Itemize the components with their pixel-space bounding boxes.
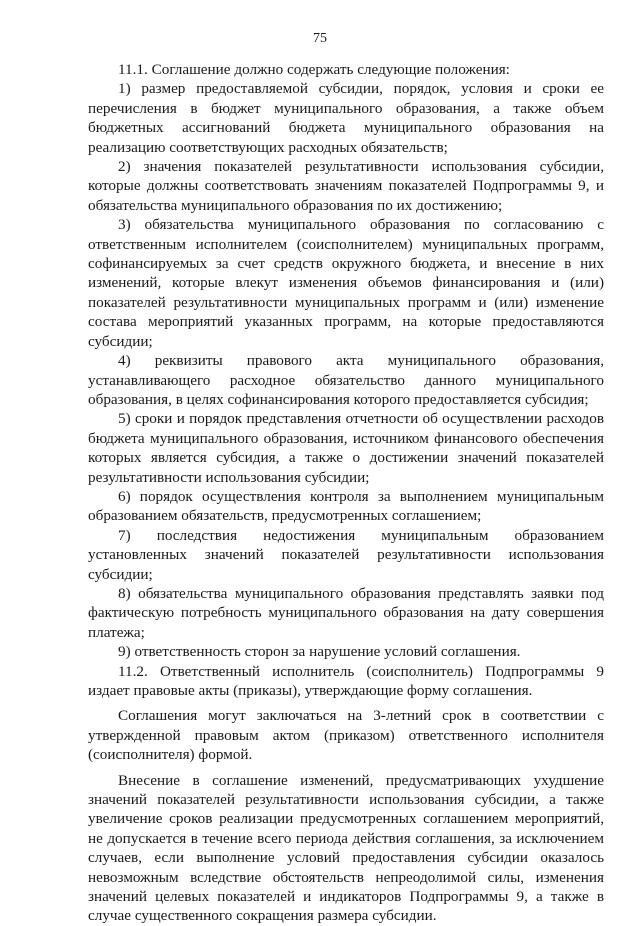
list-item-7: 7) последствия недостижения муниципальным образованием установленных значений показателей результативности использования субсидии;	[88, 526, 604, 583]
list-item-6: 6) порядок осуществления контроля за выполнением муниципальным образованием обязательств, предусмотренных соглашением;	[88, 487, 604, 525]
list-item-2: 2) значения показателей результативности использования субсидии, которые должны соответствовать значениям показателей Подпрограммы 9, и обязательства муниципального образования по их достижению;	[88, 158, 604, 214]
list-item-8: 8) обязательства муниципального образования представлять заявки под фактическую потребность муниципального образования на дату совершения платежа;	[88, 584, 604, 641]
list-item-4: 4) реквизиты правового акта муниципального образования, устанавливающего расходное обязательство данного муниципального образования, в целях софинансирования которого предоставляется субсидия;	[88, 352, 604, 408]
list-item-1: 1) размер предоставляемой субсидии, порядок, условия и сроки ее перечисления в бюджет муниципального образования, а также объем бюджетных ассигнований бюджета муниципального образования на реализацию соответствующих расходных обязательств;	[88, 80, 604, 156]
page-number: 75	[313, 31, 327, 46]
document-body	[88, 60, 604, 926]
paragraph-agreement-term: Соглашения могут заключаться на 3-летний срок в соответствии с утвержденной правовым актом (приказом) ответственного исполнителя (соисполнителя) формой.	[88, 707, 604, 764]
paragraph-11-1: 11.1. Соглашение должно содержать следующие положения:	[118, 61, 510, 78]
list-item-3: 3) обязательства муниципального образования по согласованию с ответственным исполнителем (соисполнителем) муниципальных программ, софинансируемых за счет средств окружного бюджета, и внесение в них изменений, которые влекут изменения объемов финансирования и (или) показателей результативности муниципальных программ и (или) изменение состава мероприятий указанных программ, на которые предоставляются субсидии;	[88, 216, 604, 350]
list-item-9: 9) ответственность сторон за нарушение условий соглашения.	[118, 643, 521, 661]
list-item-5: 5) сроки и порядок представления отчетности об осуществлении расходов бюджета муниципального образования, источником финансового обеспечения которых является субсидия, а также о достижении значений показателей результативности использования субсидии;	[88, 410, 604, 486]
paragraph-amendments: Внесение в соглашение изменений, предусматривающих ухудшение значений показателей результативности использования субсидии, а также увеличение сроков реализации предусмотренных соглашением мероприятий, не допускается в течение всего периода действия соглашения, за исключением случаев, если выполнение условий предоставления субсидии оказалось невозможным вследствие обстоятельств непреодолимой силы, изменения значений целевых показателей и индикаторов Подпрограммы 9, а также в случае существенного сокращения размера субсидии.	[88, 771, 604, 925]
paragraph-11-2: 11.2. Ответственный исполнитель (соисполнитель) Подпрограммы 9 издает правовые акты (приказы), утверждающие форму соглашения.	[88, 662, 604, 699]
